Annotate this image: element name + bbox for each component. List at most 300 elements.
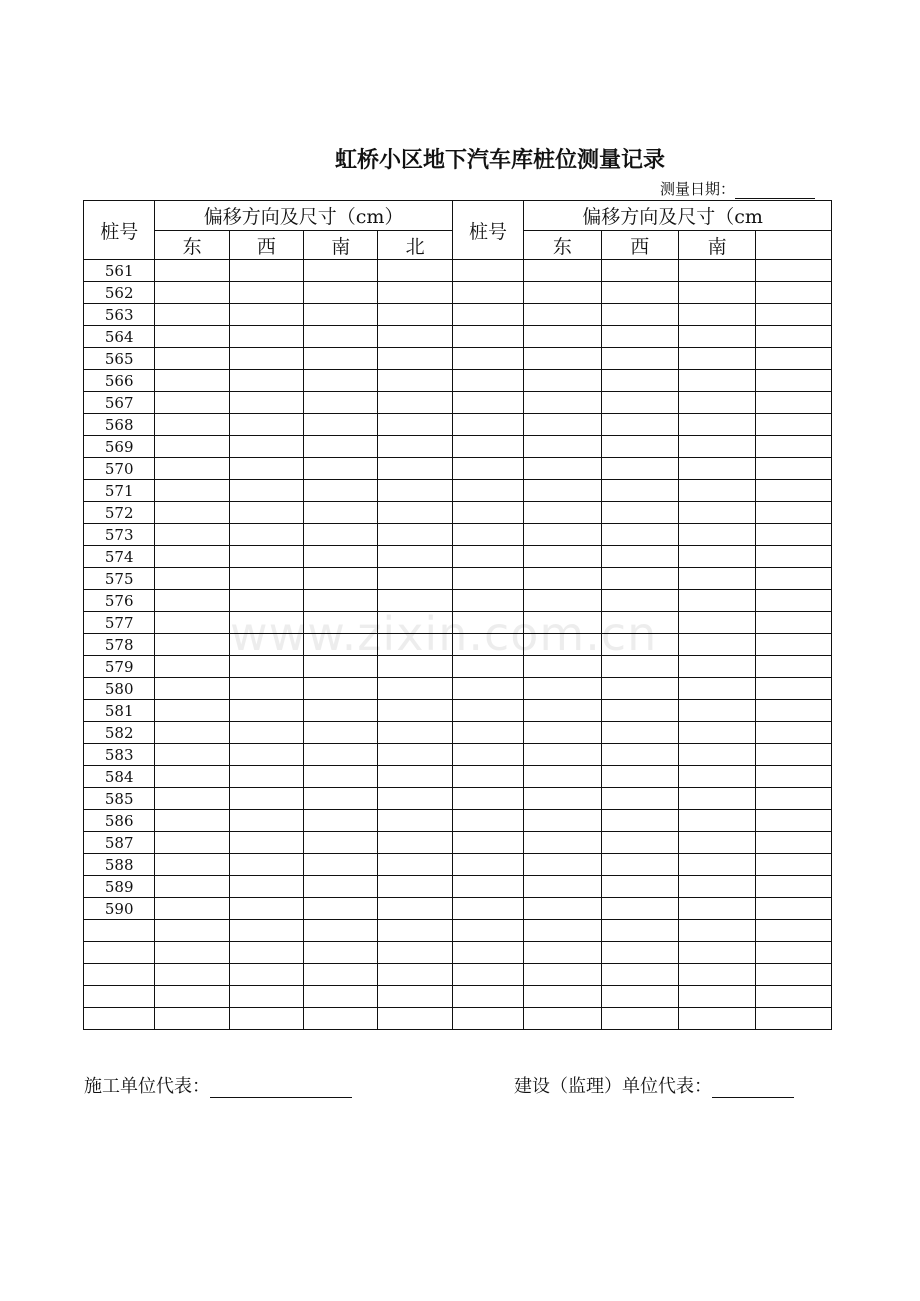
offset-value-cell[interactable] <box>155 458 229 480</box>
offset-value-cell[interactable] <box>452 260 523 282</box>
offset-value-cell[interactable] <box>229 920 303 942</box>
offset-value-cell[interactable] <box>452 546 523 568</box>
offset-value-cell[interactable] <box>304 414 378 436</box>
offset-value-cell[interactable] <box>601 370 678 392</box>
offset-value-cell[interactable] <box>304 458 378 480</box>
offset-value-cell[interactable] <box>155 876 229 898</box>
offset-value-cell[interactable] <box>756 920 832 942</box>
offset-value-cell[interactable] <box>601 282 678 304</box>
offset-value-cell[interactable] <box>756 898 832 920</box>
offset-value-cell[interactable] <box>601 678 678 700</box>
offset-value-cell[interactable] <box>155 942 229 964</box>
offset-value-cell[interactable] <box>378 458 452 480</box>
offset-value-cell[interactable] <box>678 304 755 326</box>
offset-value-cell[interactable] <box>678 810 755 832</box>
offset-value-cell[interactable] <box>678 942 755 964</box>
offset-value-cell[interactable] <box>524 810 601 832</box>
offset-value-cell[interactable] <box>524 282 601 304</box>
offset-value-cell[interactable] <box>155 568 229 590</box>
offset-value-cell[interactable] <box>229 326 303 348</box>
offset-value-cell[interactable] <box>678 964 755 986</box>
offset-value-cell[interactable] <box>304 986 378 1008</box>
offset-value-cell[interactable] <box>524 436 601 458</box>
offset-value-cell[interactable] <box>452 304 523 326</box>
offset-value-cell[interactable] <box>229 524 303 546</box>
offset-value-cell[interactable] <box>378 370 452 392</box>
offset-value-cell[interactable] <box>304 260 378 282</box>
offset-value-cell[interactable] <box>452 524 523 546</box>
offset-value-cell[interactable] <box>378 832 452 854</box>
offset-value-cell[interactable] <box>756 942 832 964</box>
offset-value-cell[interactable] <box>678 392 755 414</box>
offset-value-cell[interactable] <box>155 524 229 546</box>
table-row <box>84 678 832 700</box>
offset-value-cell[interactable] <box>756 282 832 304</box>
offset-value-cell[interactable] <box>678 766 755 788</box>
offset-value-cell[interactable] <box>678 986 755 1008</box>
offset-value-cell[interactable] <box>452 920 523 942</box>
offset-value-cell[interactable] <box>229 282 303 304</box>
supervision-rep-label: 建设（监理）单位代表： <box>514 1076 712 1097</box>
offset-value-cell[interactable] <box>452 722 523 744</box>
offset-value-cell[interactable] <box>601 766 678 788</box>
offset-value-cell[interactable] <box>229 678 303 700</box>
offset-value-cell[interactable] <box>601 810 678 832</box>
offset-value-cell[interactable] <box>678 502 755 524</box>
offset-value-cell[interactable] <box>678 700 755 722</box>
offset-value-cell[interactable] <box>155 898 229 920</box>
offset-value-cell[interactable] <box>601 700 678 722</box>
offset-value-cell[interactable] <box>756 502 832 524</box>
offset-value-cell[interactable] <box>304 282 378 304</box>
offset-value-cell[interactable] <box>229 810 303 832</box>
offset-value-cell[interactable] <box>601 986 678 1008</box>
offset-value-cell[interactable] <box>304 942 378 964</box>
offset-value-cell[interactable] <box>229 854 303 876</box>
offset-value-cell[interactable] <box>304 854 378 876</box>
offset-value-cell[interactable] <box>524 326 601 348</box>
offset-value-cell[interactable] <box>678 612 755 634</box>
offset-value-cell[interactable] <box>524 348 601 370</box>
offset-value-cell[interactable] <box>524 480 601 502</box>
offset-value-cell[interactable] <box>756 524 832 546</box>
offset-value-cell[interactable] <box>756 744 832 766</box>
offset-value-cell[interactable] <box>452 502 523 524</box>
offset-value-cell[interactable] <box>378 1008 452 1030</box>
offset-value-cell[interactable] <box>756 348 832 370</box>
offset-value-cell[interactable] <box>524 678 601 700</box>
offset-value-cell[interactable] <box>452 854 523 876</box>
offset-value-cell[interactable] <box>601 964 678 986</box>
offset-value-cell[interactable] <box>756 722 832 744</box>
offset-value-cell[interactable] <box>229 744 303 766</box>
offset-value-cell[interactable] <box>678 524 755 546</box>
offset-value-cell[interactable] <box>524 414 601 436</box>
offset-value-cell[interactable] <box>378 854 452 876</box>
offset-value-cell[interactable] <box>229 546 303 568</box>
construction-rep-blank[interactable] <box>210 1077 352 1098</box>
offset-value-cell[interactable] <box>378 876 452 898</box>
offset-value-cell[interactable] <box>229 898 303 920</box>
offset-value-cell[interactable] <box>756 436 832 458</box>
offset-value-cell[interactable] <box>756 326 832 348</box>
offset-value-cell[interactable] <box>378 964 452 986</box>
offset-value-cell[interactable] <box>756 568 832 590</box>
offset-value-cell[interactable] <box>304 832 378 854</box>
offset-value-cell[interactable] <box>678 480 755 502</box>
offset-value-cell[interactable] <box>378 678 452 700</box>
offset-value-cell[interactable] <box>378 788 452 810</box>
offset-value-cell[interactable] <box>304 348 378 370</box>
offset-value-cell[interactable] <box>229 392 303 414</box>
offset-value-cell[interactable] <box>378 568 452 590</box>
offset-value-cell[interactable] <box>524 744 601 766</box>
offset-value-cell[interactable] <box>452 788 523 810</box>
offset-value-cell[interactable] <box>678 282 755 304</box>
offset-value-cell[interactable] <box>378 282 452 304</box>
offset-value-cell[interactable] <box>229 942 303 964</box>
offset-value-cell[interactable] <box>601 832 678 854</box>
offset-value-cell[interactable] <box>601 788 678 810</box>
offset-value-cell[interactable] <box>304 766 378 788</box>
offset-value-cell[interactable] <box>304 524 378 546</box>
offset-value-cell[interactable] <box>452 370 523 392</box>
offset-value-cell[interactable] <box>452 986 523 1008</box>
offset-value-cell[interactable] <box>756 700 832 722</box>
offset-value-cell[interactable] <box>756 370 832 392</box>
offset-value-cell[interactable] <box>452 898 523 920</box>
offset-value-cell[interactable] <box>678 920 755 942</box>
offset-value-cell[interactable] <box>452 436 523 458</box>
offset-value-cell[interactable] <box>601 898 678 920</box>
offset-value-cell[interactable] <box>601 458 678 480</box>
offset-value-cell[interactable] <box>155 1008 229 1030</box>
offset-value-cell[interactable] <box>756 810 832 832</box>
offset-value-cell[interactable] <box>524 524 601 546</box>
offset-value-cell[interactable] <box>452 700 523 722</box>
offset-value-cell[interactable] <box>601 436 678 458</box>
offset-value-cell[interactable] <box>229 260 303 282</box>
offset-value-cell[interactable] <box>155 612 229 634</box>
offset-value-cell[interactable] <box>756 986 832 1008</box>
offset-value-cell[interactable] <box>524 832 601 854</box>
offset-value-cell[interactable] <box>155 348 229 370</box>
offset-value-cell[interactable] <box>452 480 523 502</box>
offset-value-cell[interactable] <box>601 854 678 876</box>
offset-value-cell[interactable] <box>378 392 452 414</box>
offset-value-cell[interactable] <box>304 678 378 700</box>
offset-value-cell[interactable] <box>155 436 229 458</box>
offset-value-cell[interactable] <box>756 788 832 810</box>
offset-value-cell[interactable] <box>678 436 755 458</box>
offset-value-cell[interactable] <box>378 700 452 722</box>
offset-value-cell[interactable] <box>452 832 523 854</box>
offset-value-cell[interactable] <box>452 1008 523 1030</box>
offset-value-cell[interactable] <box>155 260 229 282</box>
offset-value-cell[interactable] <box>601 722 678 744</box>
offset-value-cell[interactable] <box>524 964 601 986</box>
offset-value-cell[interactable] <box>678 1008 755 1030</box>
offset-value-cell[interactable] <box>155 546 229 568</box>
offset-value-cell[interactable] <box>155 810 229 832</box>
offset-value-cell[interactable] <box>678 326 755 348</box>
offset-value-cell[interactable] <box>229 788 303 810</box>
offset-value-cell[interactable] <box>452 678 523 700</box>
offset-value-cell[interactable] <box>155 634 229 656</box>
offset-value-cell[interactable] <box>155 326 229 348</box>
offset-value-cell[interactable] <box>678 414 755 436</box>
offset-value-cell[interactable] <box>678 546 755 568</box>
offset-value-cell[interactable] <box>678 458 755 480</box>
offset-value-cell[interactable] <box>304 480 378 502</box>
offset-value-cell[interactable] <box>452 810 523 832</box>
offset-value-cell[interactable] <box>155 678 229 700</box>
offset-value-cell[interactable] <box>678 634 755 656</box>
offset-value-cell[interactable] <box>524 766 601 788</box>
offset-value-cell[interactable] <box>524 304 601 326</box>
offset-value-cell[interactable] <box>304 304 378 326</box>
offset-value-cell[interactable] <box>452 766 523 788</box>
offset-value-cell[interactable] <box>378 348 452 370</box>
offset-value-cell[interactable] <box>756 634 832 656</box>
offset-value-cell[interactable] <box>304 810 378 832</box>
offset-value-cell[interactable] <box>524 898 601 920</box>
offset-value-cell[interactable] <box>378 898 452 920</box>
offset-value-cell[interactable] <box>229 502 303 524</box>
offset-value-cell[interactable] <box>304 722 378 744</box>
offset-value-cell[interactable] <box>229 964 303 986</box>
offset-value-cell[interactable] <box>452 942 523 964</box>
offset-value-cell[interactable] <box>756 260 832 282</box>
offset-value-cell[interactable] <box>304 392 378 414</box>
offset-value-cell[interactable] <box>601 568 678 590</box>
offset-value-cell[interactable] <box>678 568 755 590</box>
offset-value-cell[interactable] <box>678 832 755 854</box>
offset-value-cell[interactable] <box>678 854 755 876</box>
offset-value-cell[interactable] <box>678 348 755 370</box>
offset-value-cell[interactable] <box>155 964 229 986</box>
offset-value-cell[interactable] <box>524 722 601 744</box>
offset-value-cell[interactable] <box>155 370 229 392</box>
offset-value-cell[interactable] <box>155 700 229 722</box>
offset-value-cell[interactable] <box>378 920 452 942</box>
offset-value-cell[interactable] <box>756 964 832 986</box>
offset-value-cell[interactable] <box>756 656 832 678</box>
offset-value-cell[interactable] <box>304 898 378 920</box>
offset-value-cell[interactable] <box>601 876 678 898</box>
offset-value-cell[interactable] <box>304 436 378 458</box>
offset-value-cell[interactable] <box>304 788 378 810</box>
offset-value-cell[interactable] <box>155 832 229 854</box>
offset-value-cell[interactable] <box>378 986 452 1008</box>
offset-value-cell[interactable] <box>452 414 523 436</box>
offset-value-cell[interactable] <box>304 920 378 942</box>
offset-value-cell[interactable] <box>304 1008 378 1030</box>
offset-value-cell[interactable] <box>756 392 832 414</box>
offset-value-cell[interactable] <box>678 370 755 392</box>
offset-value-cell[interactable] <box>304 964 378 986</box>
offset-value-cell[interactable] <box>229 348 303 370</box>
offset-value-cell[interactable] <box>524 854 601 876</box>
offset-value-cell[interactable] <box>452 282 523 304</box>
offset-value-cell[interactable] <box>304 744 378 766</box>
offset-value-cell[interactable] <box>678 876 755 898</box>
offset-value-cell[interactable] <box>756 766 832 788</box>
offset-value-cell[interactable] <box>678 744 755 766</box>
pile-number-cell: 586 <box>84 810 155 832</box>
offset-value-cell[interactable] <box>756 458 832 480</box>
offset-value-cell[interactable] <box>678 898 755 920</box>
offset-value-cell[interactable] <box>378 744 452 766</box>
offset-value-cell[interactable] <box>756 546 832 568</box>
offset-value-cell[interactable] <box>304 370 378 392</box>
offset-value-cell[interactable] <box>601 326 678 348</box>
supervision-rep-blank[interactable] <box>712 1077 794 1098</box>
offset-value-cell[interactable] <box>524 370 601 392</box>
pile-number-cell: 562 <box>84 282 155 304</box>
offset-value-cell[interactable] <box>756 590 832 612</box>
offset-value-cell[interactable] <box>304 568 378 590</box>
offset-value-cell[interactable] <box>229 370 303 392</box>
date-blank-field[interactable] <box>735 182 815 199</box>
offset-value-cell[interactable] <box>155 854 229 876</box>
offset-value-cell[interactable] <box>155 392 229 414</box>
offset-value-cell[interactable] <box>452 392 523 414</box>
offset-value-cell[interactable] <box>601 546 678 568</box>
offset-value-cell[interactable] <box>304 876 378 898</box>
offset-value-cell[interactable] <box>756 1008 832 1030</box>
offset-value-cell[interactable] <box>155 986 229 1008</box>
offset-value-cell[interactable] <box>304 502 378 524</box>
offset-value-cell[interactable] <box>524 986 601 1008</box>
offset-value-cell[interactable] <box>229 480 303 502</box>
offset-value-cell[interactable] <box>155 766 229 788</box>
offset-value-cell[interactable] <box>229 876 303 898</box>
offset-value-cell[interactable] <box>678 722 755 744</box>
offset-value-cell[interactable] <box>378 546 452 568</box>
offset-value-cell[interactable] <box>524 546 601 568</box>
offset-value-cell[interactable] <box>452 348 523 370</box>
offset-value-cell[interactable] <box>756 414 832 436</box>
offset-value-cell[interactable] <box>601 744 678 766</box>
offset-value-cell[interactable] <box>155 656 229 678</box>
offset-value-cell[interactable] <box>524 458 601 480</box>
offset-value-cell[interactable] <box>229 986 303 1008</box>
offset-value-cell[interactable] <box>378 766 452 788</box>
offset-value-cell[interactable] <box>756 854 832 876</box>
offset-value-cell[interactable] <box>524 392 601 414</box>
offset-value-cell[interactable] <box>378 722 452 744</box>
offset-value-cell[interactable] <box>601 414 678 436</box>
offset-value-cell[interactable] <box>601 502 678 524</box>
offset-value-cell[interactable] <box>155 920 229 942</box>
offset-value-cell[interactable] <box>229 436 303 458</box>
offset-value-cell[interactable] <box>229 722 303 744</box>
offset-value-cell[interactable] <box>524 1008 601 1030</box>
offset-value-cell[interactable] <box>678 260 755 282</box>
offset-value-cell[interactable] <box>378 304 452 326</box>
offset-value-cell[interactable] <box>452 876 523 898</box>
offset-value-cell[interactable] <box>756 304 832 326</box>
offset-value-cell[interactable] <box>229 766 303 788</box>
offset-value-cell[interactable] <box>524 502 601 524</box>
offset-value-cell[interactable] <box>378 524 452 546</box>
offset-value-cell[interactable] <box>678 788 755 810</box>
offset-value-cell[interactable] <box>601 304 678 326</box>
offset-value-cell[interactable] <box>452 744 523 766</box>
offset-value-cell[interactable] <box>601 480 678 502</box>
offset-value-cell[interactable] <box>155 788 229 810</box>
offset-value-cell[interactable] <box>378 942 452 964</box>
offset-value-cell[interactable] <box>601 920 678 942</box>
offset-value-cell[interactable] <box>452 458 523 480</box>
offset-value-cell[interactable] <box>601 942 678 964</box>
offset-value-cell[interactable] <box>155 282 229 304</box>
offset-value-cell[interactable] <box>229 700 303 722</box>
offset-value-cell[interactable] <box>229 1008 303 1030</box>
offset-value-cell[interactable] <box>601 348 678 370</box>
offset-value-cell[interactable] <box>378 502 452 524</box>
offset-value-cell[interactable] <box>155 722 229 744</box>
offset-value-cell[interactable] <box>524 788 601 810</box>
offset-value-cell[interactable] <box>229 304 303 326</box>
pile-number-cell: 566 <box>84 370 155 392</box>
offset-value-cell[interactable] <box>378 326 452 348</box>
offset-value-cell[interactable] <box>601 1008 678 1030</box>
offset-value-cell[interactable] <box>155 744 229 766</box>
offset-value-cell[interactable] <box>524 700 601 722</box>
offset-value-cell[interactable] <box>304 326 378 348</box>
offset-value-cell[interactable] <box>601 260 678 282</box>
offset-value-cell[interactable] <box>155 304 229 326</box>
offset-value-cell[interactable] <box>304 700 378 722</box>
offset-value-cell[interactable] <box>756 480 832 502</box>
offset-value-cell[interactable] <box>678 590 755 612</box>
offset-value-cell[interactable] <box>452 568 523 590</box>
offset-value-cell[interactable] <box>304 546 378 568</box>
offset-value-cell[interactable] <box>452 326 523 348</box>
offset-value-cell[interactable] <box>524 920 601 942</box>
offset-value-cell[interactable] <box>678 656 755 678</box>
offset-value-cell[interactable] <box>155 414 229 436</box>
offset-value-cell[interactable] <box>378 436 452 458</box>
offset-value-cell[interactable] <box>524 568 601 590</box>
offset-value-cell[interactable] <box>601 524 678 546</box>
offset-value-cell[interactable] <box>229 832 303 854</box>
offset-value-cell[interactable] <box>756 832 832 854</box>
offset-value-cell[interactable] <box>155 590 229 612</box>
pile-number-cell: 567 <box>84 392 155 414</box>
offset-value-cell[interactable] <box>378 810 452 832</box>
offset-value-cell[interactable] <box>524 260 601 282</box>
offset-value-cell[interactable] <box>524 876 601 898</box>
offset-value-cell[interactable] <box>378 260 452 282</box>
offset-value-cell[interactable] <box>378 480 452 502</box>
offset-value-cell[interactable] <box>155 502 229 524</box>
offset-value-cell[interactable] <box>378 414 452 436</box>
offset-value-cell[interactable] <box>229 458 303 480</box>
offset-value-cell[interactable] <box>452 964 523 986</box>
offset-value-cell[interactable] <box>678 678 755 700</box>
offset-value-cell[interactable] <box>601 392 678 414</box>
offset-value-cell[interactable] <box>229 568 303 590</box>
offset-value-cell[interactable] <box>756 876 832 898</box>
offset-value-cell[interactable] <box>756 678 832 700</box>
offset-value-cell[interactable] <box>756 612 832 634</box>
offset-value-cell[interactable] <box>155 480 229 502</box>
offset-value-cell[interactable] <box>229 414 303 436</box>
offset-value-cell[interactable] <box>524 942 601 964</box>
